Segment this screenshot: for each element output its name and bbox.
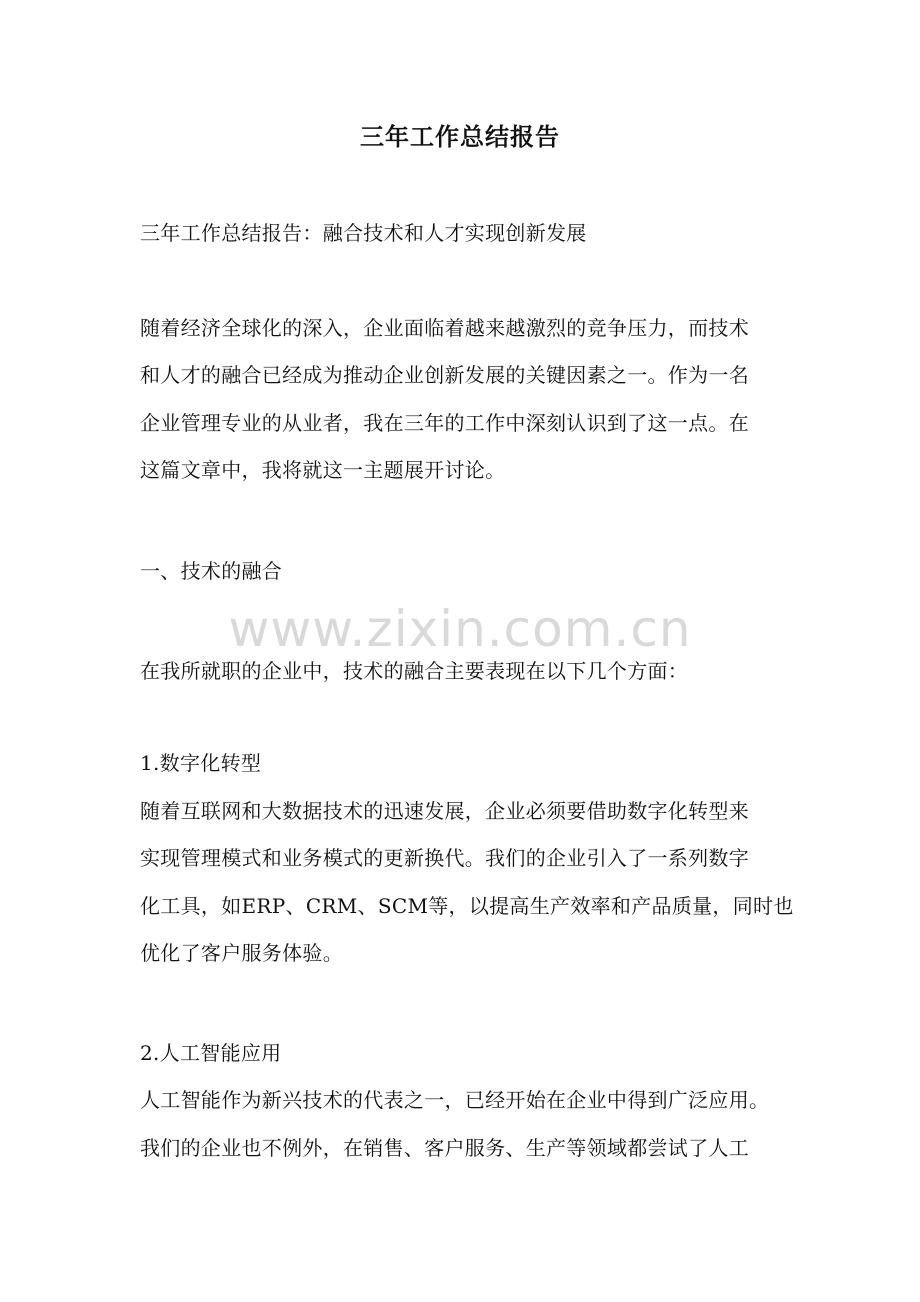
- document-title: 三年工作总结报告: [360, 122, 560, 151]
- paragraph-line: 我们的企业也不例外，在销售、客户服务、生产等领域都尝试了人工: [140, 1136, 749, 1160]
- document-subtitle: 三年工作总结报告：融合技术和人才实现创新发展: [140, 221, 587, 245]
- intro-line: 这篇文章中，我将就这一主题展开讨论。: [140, 458, 506, 482]
- paragraph-line: 人工智能作为新兴技术的代表之一，已经开始在企业中得到广泛应用。: [140, 1088, 770, 1112]
- item-heading: 2.人工智能应用: [140, 1041, 282, 1065]
- section-intro: 在我所就职的企业中，技术的融合主要表现在以下几个方面：: [140, 659, 689, 683]
- intro-line: 企业管理专业的从业者，我在三年的工作中深刻认识到了这一点。在: [140, 411, 749, 435]
- paragraph-line: 实现管理模式和业务模式的更新换代。我们的企业引入了一系列数字: [140, 846, 749, 870]
- paragraph-line: 随着互联网和大数据技术的迅速发展，企业必须要借助数字化转型来: [140, 799, 749, 823]
- paragraph-line: 化工具，如ERP、CRM、SCM等，以提高生产效率和产品质量，同时也: [140, 894, 794, 918]
- item-heading: 1.数字化转型: [140, 751, 262, 775]
- watermark: www.zixin.com.cn: [228, 600, 692, 658]
- section-heading: 一、技术的融合: [140, 559, 283, 583]
- intro-line: 随着经济全球化的深入，企业面临着越来越激烈的竞争压力，而技术: [140, 316, 749, 340]
- intro-line: 和人才的融合已经成为推动企业创新发展的关键因素之一。作为一名: [140, 363, 749, 387]
- paragraph-line: 优化了客户服务体验。: [140, 941, 343, 965]
